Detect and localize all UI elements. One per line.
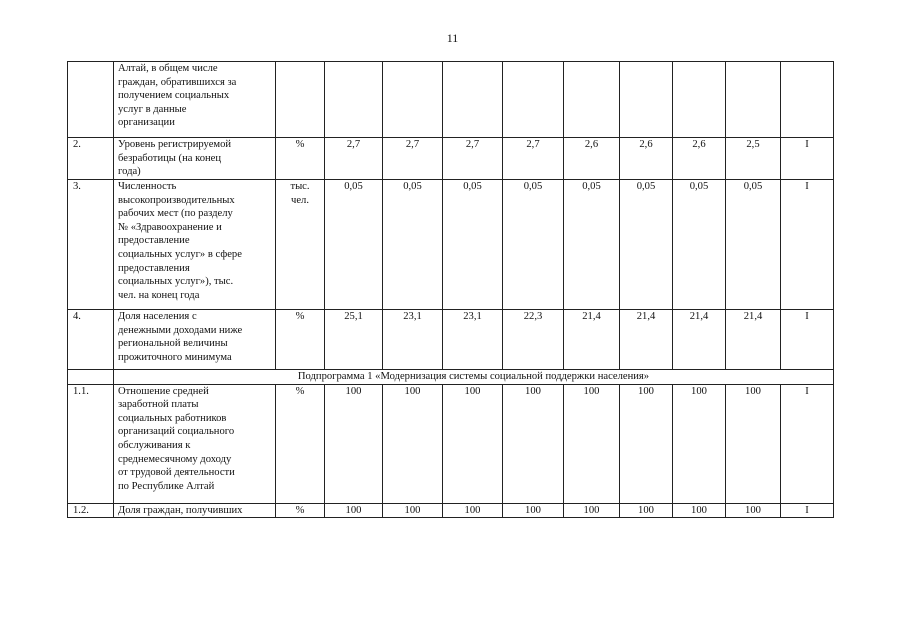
row-value-text: 22,3 — [523, 311, 543, 322]
row-value-text: 100 — [691, 504, 707, 516]
row-value-text: 100 — [525, 385, 541, 397]
row-value-text: 100 — [404, 504, 421, 516]
row-index — [68, 62, 114, 138]
row-value — [564, 384, 620, 503]
row-value — [443, 503, 503, 518]
row-last — [781, 503, 834, 518]
row-label-text: Доля граждан, получивших — [118, 504, 243, 516]
row-last-text: I — [805, 385, 809, 397]
row-value — [383, 138, 443, 180]
row-last-text: I — [805, 504, 809, 516]
row-value — [383, 503, 443, 518]
row-value-text: 0,05 — [689, 181, 709, 192]
row-value — [564, 62, 620, 138]
row-value — [503, 138, 564, 180]
row-value — [726, 138, 781, 180]
row-value-text: 2,7 — [526, 139, 540, 150]
row-value — [673, 310, 726, 370]
row-value-text: 100 — [691, 385, 707, 397]
row-value — [620, 180, 673, 310]
row-value — [443, 180, 503, 310]
row-unit — [276, 180, 325, 310]
row-value-text: 100 — [745, 385, 761, 397]
row-value — [503, 503, 564, 518]
row-value-text: 100 — [745, 504, 761, 516]
subprogram-index-cell — [68, 370, 114, 385]
row-value — [325, 62, 383, 138]
row-value — [503, 384, 564, 503]
row-value — [564, 310, 620, 370]
row-value — [443, 384, 503, 503]
row-value — [620, 62, 673, 138]
row-value-text: 21,4 — [636, 311, 656, 322]
row-value-text: 100 — [404, 385, 421, 397]
row-label-text: Численность высокопроизводительных рабочих мест (по разделу № «Здравоохранение и предоставление социальных услуг» в сфере предоставления социальных услуг»), тыс. чел. на конец года — [118, 181, 242, 301]
row-unit — [276, 310, 325, 370]
row-unit — [276, 384, 325, 503]
row-value — [620, 384, 673, 503]
row-value-text: 2,5 — [746, 139, 760, 150]
row-value — [620, 138, 673, 180]
row-value — [325, 384, 383, 503]
row-value-text: 100 — [464, 385, 481, 397]
row-index-text: 1.1. — [73, 385, 89, 397]
row-value-text: 25,1 — [344, 311, 363, 322]
table-row — [68, 62, 834, 138]
row-value — [443, 62, 503, 138]
row-label-text: Отношение средней заработной платы социальных работников организаций социального обслуживания к среднемесячному доходу от трудовой деятельности по Республике Алтай — [118, 385, 235, 492]
row-value — [726, 310, 781, 370]
row-value — [726, 384, 781, 503]
row-value — [383, 180, 443, 310]
row-value — [325, 138, 383, 180]
row-last — [781, 180, 834, 310]
row-unit — [276, 138, 325, 180]
row-value-text: 0,05 — [582, 181, 601, 192]
row-value — [564, 138, 620, 180]
row-unit — [276, 62, 325, 138]
table-row — [68, 138, 834, 180]
row-value-text: 100 — [464, 504, 481, 516]
row-value-text: 2,7 — [465, 139, 480, 150]
page-number: 11 — [446, 31, 459, 45]
row-value-text: 2,6 — [584, 139, 599, 150]
row-value-text: 2,6 — [692, 139, 706, 150]
table-row — [68, 180, 834, 310]
row-label — [114, 310, 276, 370]
subprogram-row — [68, 370, 834, 385]
row-value — [443, 310, 503, 370]
row-value — [564, 180, 620, 310]
row-value — [383, 62, 443, 138]
row-value-text: 21,4 — [582, 311, 601, 322]
row-unit — [276, 503, 325, 518]
row-label — [114, 138, 276, 180]
row-value-text: 0,05 — [743, 181, 763, 192]
row-last — [781, 138, 834, 180]
row-value — [726, 62, 781, 138]
row-value — [383, 384, 443, 503]
row-label — [114, 384, 276, 503]
row-index — [68, 138, 114, 180]
row-value-text: 0,05 — [344, 181, 363, 192]
row-value-text: 100 — [525, 504, 541, 516]
row-index — [68, 180, 114, 310]
row-unit-text: % — [295, 311, 305, 322]
row-value-text: 100 — [638, 385, 654, 397]
row-index — [68, 503, 114, 518]
row-value-text: 100 — [583, 385, 600, 397]
row-value — [503, 180, 564, 310]
row-value-text: 0,05 — [636, 181, 656, 192]
row-last — [781, 62, 834, 138]
row-value — [503, 310, 564, 370]
row-value — [325, 310, 383, 370]
row-value-text: 2,7 — [346, 139, 361, 150]
row-value — [726, 180, 781, 310]
row-value-text: 21,4 — [689, 311, 709, 322]
row-value — [673, 180, 726, 310]
row-value — [673, 62, 726, 138]
row-label-text: Алтай, в общем числе граждан, обратившихся за получением социальных услуг в данные организации — [118, 63, 237, 129]
indicators-table — [67, 61, 834, 518]
row-last-text: I — [805, 181, 809, 192]
row-index-text: 1.2. — [73, 504, 89, 516]
table-row — [68, 310, 834, 370]
row-label-text: Доля населения с денежными доходами ниже региональной величины прожиточного минимума — [118, 311, 243, 363]
row-value — [673, 138, 726, 180]
row-label — [114, 503, 276, 518]
row-value — [503, 62, 564, 138]
row-value — [673, 503, 726, 518]
row-index-text: 4. — [73, 311, 81, 322]
row-label — [114, 62, 276, 138]
row-value — [383, 310, 443, 370]
row-index-text: 2. — [73, 139, 81, 150]
row-value-text: 23,1 — [463, 311, 482, 322]
row-value — [564, 503, 620, 518]
row-value-text: 100 — [345, 385, 362, 397]
row-label — [114, 180, 276, 310]
row-unit-text: тыс. чел. — [290, 181, 310, 206]
row-value-text: 2,7 — [405, 139, 420, 150]
row-last-text: I — [805, 311, 809, 322]
row-value-text: 0,05 — [523, 181, 543, 192]
row-last — [781, 310, 834, 370]
row-value — [620, 503, 673, 518]
row-last — [781, 384, 834, 503]
row-value-text: 100 — [638, 504, 654, 516]
row-index — [68, 310, 114, 370]
row-value-text: 100 — [583, 504, 600, 516]
row-value-text: 2,6 — [639, 139, 653, 150]
row-last-text: I — [805, 139, 809, 150]
row-unit-text: % — [295, 385, 305, 397]
row-value — [443, 138, 503, 180]
row-value — [325, 180, 383, 310]
row-index-text: 3. — [73, 181, 81, 192]
table-row — [68, 503, 834, 518]
row-value — [325, 503, 383, 518]
row-value-text: 23,1 — [403, 311, 422, 322]
row-value-text: 21,4 — [743, 311, 763, 322]
row-index — [68, 384, 114, 503]
row-value — [726, 503, 781, 518]
row-label-text: Уровень регистрируемой безработицы (на конец года) — [118, 139, 232, 178]
table-row — [68, 384, 834, 503]
row-unit-text: % — [295, 504, 305, 516]
row-value — [620, 310, 673, 370]
subprogram-title: Подпрограмма 1 «Модернизация системы социальной поддержки населения» — [114, 370, 834, 385]
row-value — [673, 384, 726, 503]
row-value-text: 0,05 — [403, 181, 422, 192]
row-unit-text: % — [295, 139, 305, 150]
row-value-text: 0,05 — [463, 181, 482, 192]
row-value-text: 100 — [345, 504, 362, 516]
